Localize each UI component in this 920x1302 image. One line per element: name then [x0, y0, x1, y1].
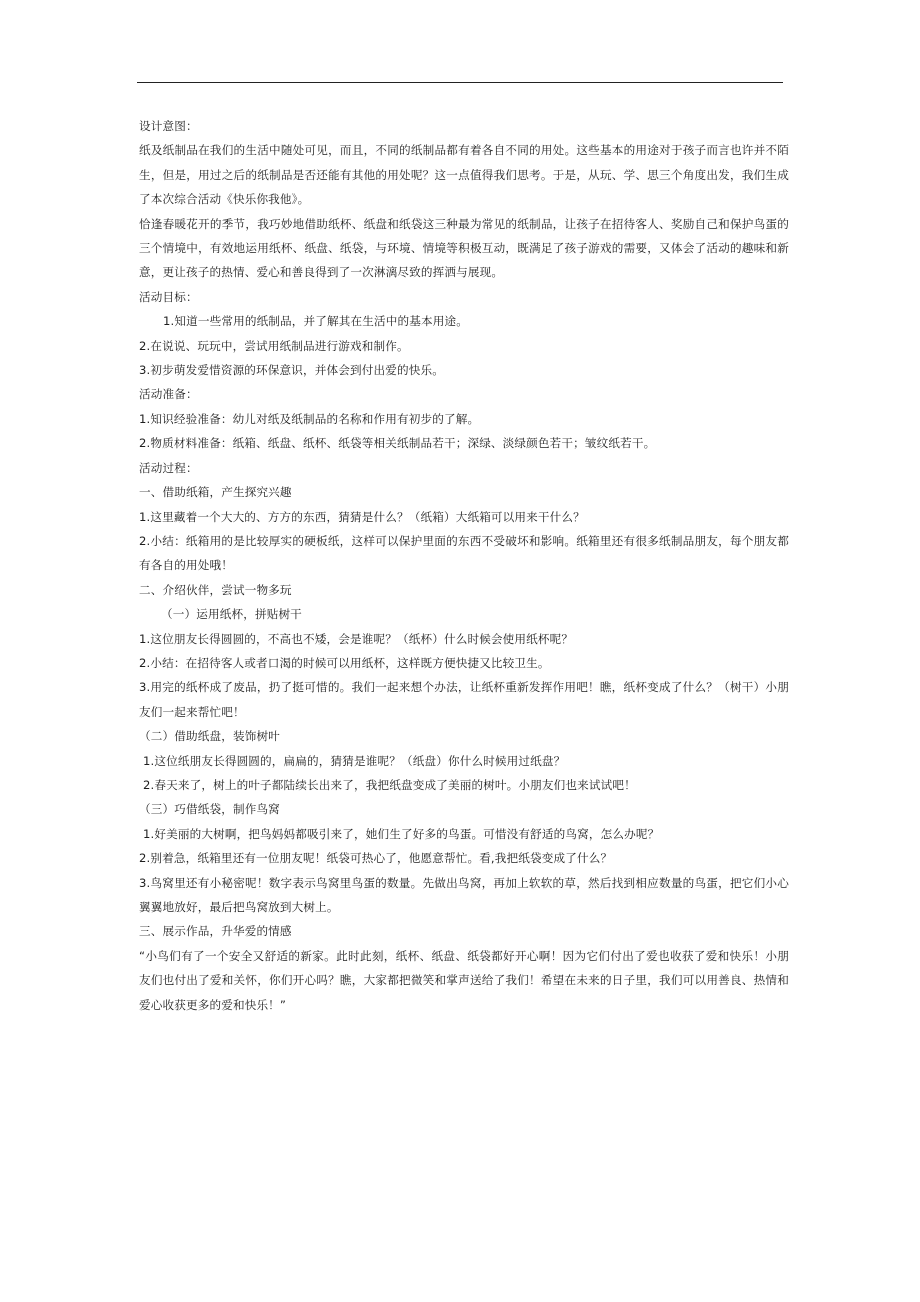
- closing-quote: “小鸟们有了一个安全又舒适的新家。此时此刻，纸杯、纸盘、纸袋都好开心啊！因为它们付出了爱也收获了爱和快乐！小朋友们也付出了爱和关怀，你们开心吗？瞧，大家都把微笑和掌声送给了我们！希望在未来的日子里，我们可以用善良、热情和爱心收获更多的爱和快乐！”: [139, 948, 789, 1012]
- heading-activity-goals: 活动目标：: [139, 289, 198, 304]
- goal-item: 1.知道一些常用的纸制品，并了解其在生活中的基本用途。: [163, 314, 468, 329]
- body-paragraph: 恰逢春暖花开的季节，我巧妙地借助纸杯、纸盘和纸袋这三种最为常见的纸制品，让孩子在招待客人、奖励自己和保护鸟蛋的三个情境中，有效地运用纸杯、纸盘、纸袋，与环境、情境等积极互动，既满足了孩子游戏的需要，又体会了活动的趣味和新意，更让孩子的热情、爱心和善良得到了一次淋漓尽致的挥洒与展现。: [139, 216, 789, 280]
- goal-item: 3.初步萌发爱惜资源的环保意识，并体会到付出爱的快乐。: [139, 363, 444, 378]
- process-item: 2.别着急，纸箱里还有一位朋友呢！纸袋可热心了，他愿意帮忙。看,我把纸袋变成了什么？: [139, 851, 613, 866]
- process-item: 2.小结：在招待客人或者口渴的时候可以用纸杯，这样既方便快捷又比较卫生。: [139, 655, 550, 670]
- body-paragraph: 纸及纸制品在我们的生活中随处可见，而且，不同的纸制品都有着各自不同的用处。这些基本的用途对于孩子而言也许并不陌生，但是，用过之后的纸制品是否还能有其他的用处呢？这一点值得我们思考。于是，从玩、学、思三个角度出发，我们生成了本次综合活动《快乐你我他》。: [139, 143, 789, 207]
- section-heading: 二、介绍伙伴，尝试一物多玩: [139, 582, 292, 597]
- preparation-item: 1.知识经验准备：幼儿对纸及纸制品的名称和作用有初步的了解。: [139, 411, 480, 426]
- preparation-item: 2.物质材料准备：纸箱、纸盘、纸杯、纸袋等相关纸制品若干；深绿、淡绿颜色若干；皱纹纸若干。: [139, 436, 656, 451]
- heading-design-intent: 设计意图：: [139, 119, 198, 133]
- header-rule: [137, 82, 783, 83]
- subsection-heading: （一）运用纸杯，拼贴树干: [161, 607, 302, 622]
- process-item: 2.小结：纸箱用的是比较厚实的硬板纸，这样可以保护里面的东西不受破坏和影响。纸箱里还有很多纸制品朋友，每个朋友都有各自的用处哦！: [139, 533, 789, 573]
- section-heading: 一、借助纸箱，产生探究兴趣: [139, 485, 292, 500]
- heading-activity-preparation: 活动准备：: [139, 387, 198, 402]
- subsection-heading: （三）巧借纸袋，制作鸟窝: [139, 802, 280, 817]
- goal-item: 2.在说说、玩玩中，尝试用纸制品进行游戏和制作。: [139, 338, 409, 353]
- process-item: 3.鸟窝里还有小秘密呢！数字表示鸟窝里鸟蛋的数量。先做出鸟窝，再加上软软的草，然后找到相应数量的鸟蛋，把它们小心翼翼地放好，最后把鸟窝放到大树上。: [139, 875, 789, 914]
- process-item: 1.这位纸朋友长得圆圆的，扁扁的，猜猜是谁呢？（纸盘）你什么时候用过纸盘？: [143, 753, 566, 768]
- process-item: 1.这位朋友长得圆圆的，不高也不矮，会是谁呢？（纸杯）什么时候会使用纸杯呢？: [139, 631, 574, 646]
- process-item: 1.好美丽的大树啊，把鸟妈妈都吸引来了，她们生了好多的鸟蛋。可惜没有舒适的鸟窝，怎么办呢？: [143, 826, 660, 841]
- heading-activity-process: 活动过程：: [139, 460, 198, 475]
- document-body: [139, 114, 789, 1017]
- process-item: 1.这里藏着一个大大的、方方的东西，猜猜是什么？（纸箱）大纸箱可以用来干什么？: [139, 509, 585, 524]
- process-item: 3.用完的纸杯成了废品，扔了挺可惜的。我们一起来想个办法，让纸杯重新发挥作用吧！瞧，纸杯变成了什么？（树干）小朋友们一起来帮忙吧！: [139, 680, 789, 719]
- process-item: 2.春天来了，树上的叶子都陆续长出来了，我把纸盘变成了美丽的树叶。小朋友们也来试试吧！: [143, 777, 636, 792]
- section-heading: 三、展示作品，升华爱的情感: [139, 924, 292, 939]
- subsection-heading: （二）借助纸盘，装饰树叶: [139, 729, 280, 744]
